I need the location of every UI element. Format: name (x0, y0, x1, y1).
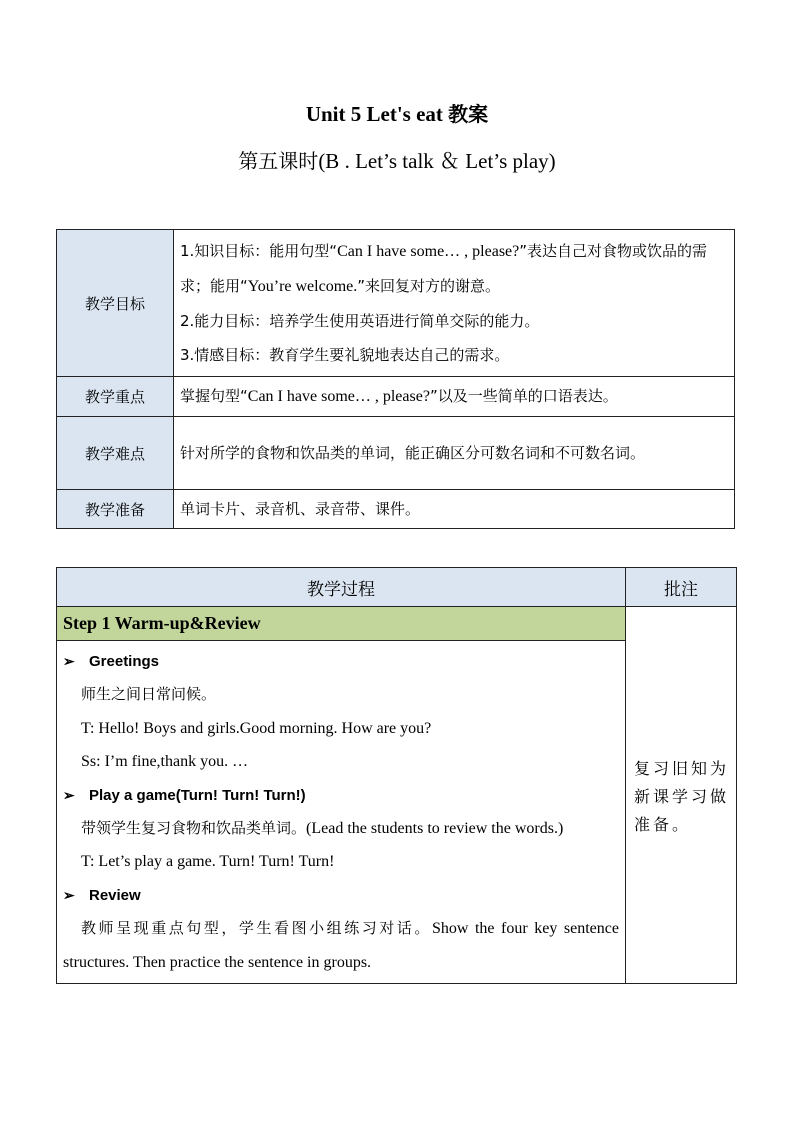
step1-note: 复习旧知为新课学习做准备。 (626, 607, 737, 984)
focus-label: 教学重点 (57, 377, 174, 417)
preparation-row (57, 490, 735, 529)
title-english: Unit 5 Let's eat (305, 102, 449, 126)
greetings-teacher-line: T: Hello! Boys and girls.Good morning. How are you? (81, 719, 432, 737)
page-title (0, 98, 794, 127)
subtitle-chinese: 第五课时 (238, 149, 319, 173)
objective-knowledge: 1.知识目标：能用句型“Can I have some… , please?”表达自己对食物或饮品的需求；能用“You’re welcome.”来回复对方的谢意。 (180, 242, 708, 295)
game-heading: ➢ Play a game(Turn! Turn! Turn!) (63, 779, 619, 812)
focus-row (57, 377, 735, 417)
objective-ability: 2.能力目标：培养学生使用英语进行简单交际的能力。 (180, 312, 540, 330)
subtitle-english: (B . Let’s talk ＆ Let’s play) (318, 149, 556, 173)
title-chinese: 教案 (448, 102, 489, 126)
difficulty-row (57, 417, 735, 490)
greetings-students-line: Ss: I’m fine,thank you. … (81, 753, 249, 771)
objectives-row (57, 230, 735, 377)
objectives-label: 教学目标 (57, 230, 174, 377)
preparation-content: 单词卡片、录音机、录音带、课件。 (174, 490, 735, 529)
arrow-bullet-icon: ➢ (63, 653, 75, 669)
greetings-heading: ➢ Greetings (63, 645, 619, 678)
teaching-process-table (56, 567, 737, 984)
objectives-content (174, 230, 735, 377)
game-teacher-line: T: Let’s play a game. Turn! Turn! Turn! (81, 853, 335, 871)
process-header-row (57, 568, 737, 607)
preparation-label: 教学准备 (57, 490, 174, 529)
arrow-bullet-icon: ➢ (63, 886, 75, 903)
page-subtitle (0, 145, 794, 175)
difficulty-content: 针对所学的食物和饮品类的单词，能正确区分可数名词和不可数名词。 (174, 417, 735, 490)
notes-header: 批注 (626, 568, 737, 607)
review-description: 教师呈现重点句型，学生看图小组练习对话。Show the four key sentence structures. Then practice the sentence in groups. (63, 919, 619, 971)
lesson-goals-table (56, 229, 735, 529)
arrow-bullet-icon: ➢ (63, 786, 75, 803)
review-heading: ➢ Review (63, 879, 619, 912)
objective-emotion: 3.情感目标：教育学生要礼貌地表达自己的需求。 (180, 346, 510, 364)
step1-row (57, 607, 737, 641)
difficulty-label: 教学难点 (57, 417, 174, 490)
focus-content: 掌握句型“Can I have some… , please?”以及一些简单的口语表达。 (174, 377, 735, 417)
step1-title: Step 1 Warm-up&Review (57, 607, 626, 641)
greetings-description: 师生之间日常问候。 (81, 685, 217, 704)
step1-content (57, 641, 626, 984)
process-header: 教学过程 (57, 568, 626, 607)
game-description: 带领学生复习食物和饮品类单词。(Lead the students to review the words.) (81, 819, 564, 838)
